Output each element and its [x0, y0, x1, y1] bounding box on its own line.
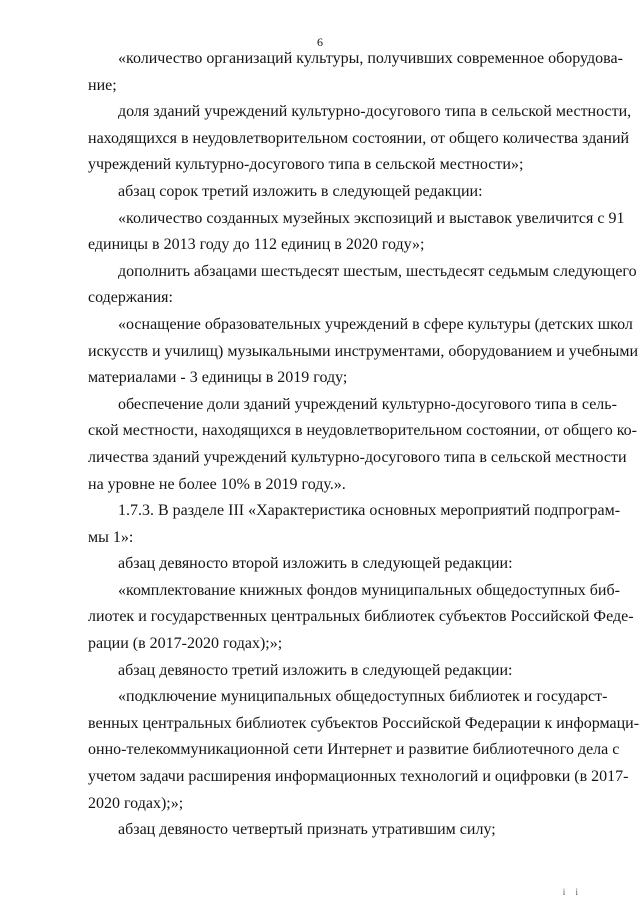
paragraph	[118, 658, 600, 685]
text-line: учетом задачи расширения информационных технологий и оцифровки (в 2017-	[88, 768, 629, 786]
page-number: 6	[317, 35, 323, 49]
text-line: абзац сорок третий изложить в следующей редакции:	[118, 182, 483, 200]
text-line: материалами - 3 единицы в 2019 году;	[88, 369, 348, 387]
text-line: доля зданий учреждений культурно-досугового типа в сельской местности,	[118, 103, 632, 121]
text-line: онно-телекоммуникационной сети Интернет и развитие библиотечного дела с	[88, 741, 620, 759]
paragraph	[88, 99, 632, 179]
paragraph	[88, 312, 639, 392]
text-line: учреждений культурно-досугового типа в сельской местности»;	[88, 156, 524, 174]
text-line: на уровне не более 10% в 2019 году.».	[88, 475, 346, 493]
text-line: 2020 годах);»;	[88, 794, 184, 812]
paragraph	[88, 498, 621, 551]
paragraph	[88, 392, 637, 498]
text-line: абзац девяносто четвертый признать утратившим силу;	[118, 821, 496, 839]
paragraph	[88, 206, 625, 259]
paragraph	[88, 578, 634, 658]
text-line: дополнить абзацами шестьдесят шестым, шестьдесят седьмым следующего	[118, 262, 637, 280]
text-line: лиотек и государственных центральных библиотек субъектов Российской Феде-	[88, 608, 634, 626]
paragraph	[118, 179, 600, 206]
text-line: ской местности, находящихся в неудовлетворительном состоянии, от общего ко-	[88, 422, 637, 440]
text-line: абзац девяносто третий изложить в следующей редакции:	[118, 661, 513, 679]
text-line: 1.7.3. В разделе III «Характеристика основных мероприятий подпрограм-	[118, 502, 621, 520]
text-line: мы 1»:	[88, 528, 134, 546]
text-line: «комплектование книжных фондов муниципальных общедоступных биб-	[118, 581, 620, 599]
text-line: личества зданий учреждений культурно-досугового типа в сельской местности	[88, 448, 627, 466]
text-line: рации (в 2017-2020 годах);»;	[88, 635, 283, 653]
paragraph	[118, 817, 600, 844]
text-line: искусств и училищ) музыкальными инструментами, оборудованием и учебными	[88, 342, 639, 360]
text-line: «количество созданных музейных экспозиций и выставок увеличится с 91	[118, 209, 625, 227]
paragraph	[88, 259, 637, 312]
paragraph	[88, 46, 623, 99]
text-line: абзац девяносто второй изложить в следующей редакции:	[118, 555, 513, 573]
paragraph	[88, 684, 640, 817]
text-line: ние;	[88, 76, 117, 94]
text-line: «подключение муниципальных общедоступных библиотек и государст-	[118, 688, 608, 706]
paragraph	[118, 551, 600, 578]
document-body	[88, 46, 640, 844]
text-line: «оснащение образовательных учреждений в сфере культуры (детских школ	[118, 315, 633, 333]
text-line: содержания:	[88, 289, 173, 307]
scan-mark: i i	[562, 887, 582, 897]
text-line: венных центральных библиотек субъектов Российской Федерации к информаци-	[88, 714, 640, 732]
text-line: «количество организаций культуры, получивших современное оборудова-	[118, 50, 623, 67]
text-line: единицы в 2013 году до 112 единиц в 2020 году»;	[88, 236, 425, 254]
text-line: находящихся в неудовлетворительном состоянии, от общего количества зданий	[88, 129, 630, 147]
text-line: обеспечение доли зданий учреждений культурно-досугового типа в сель-	[118, 395, 617, 413]
